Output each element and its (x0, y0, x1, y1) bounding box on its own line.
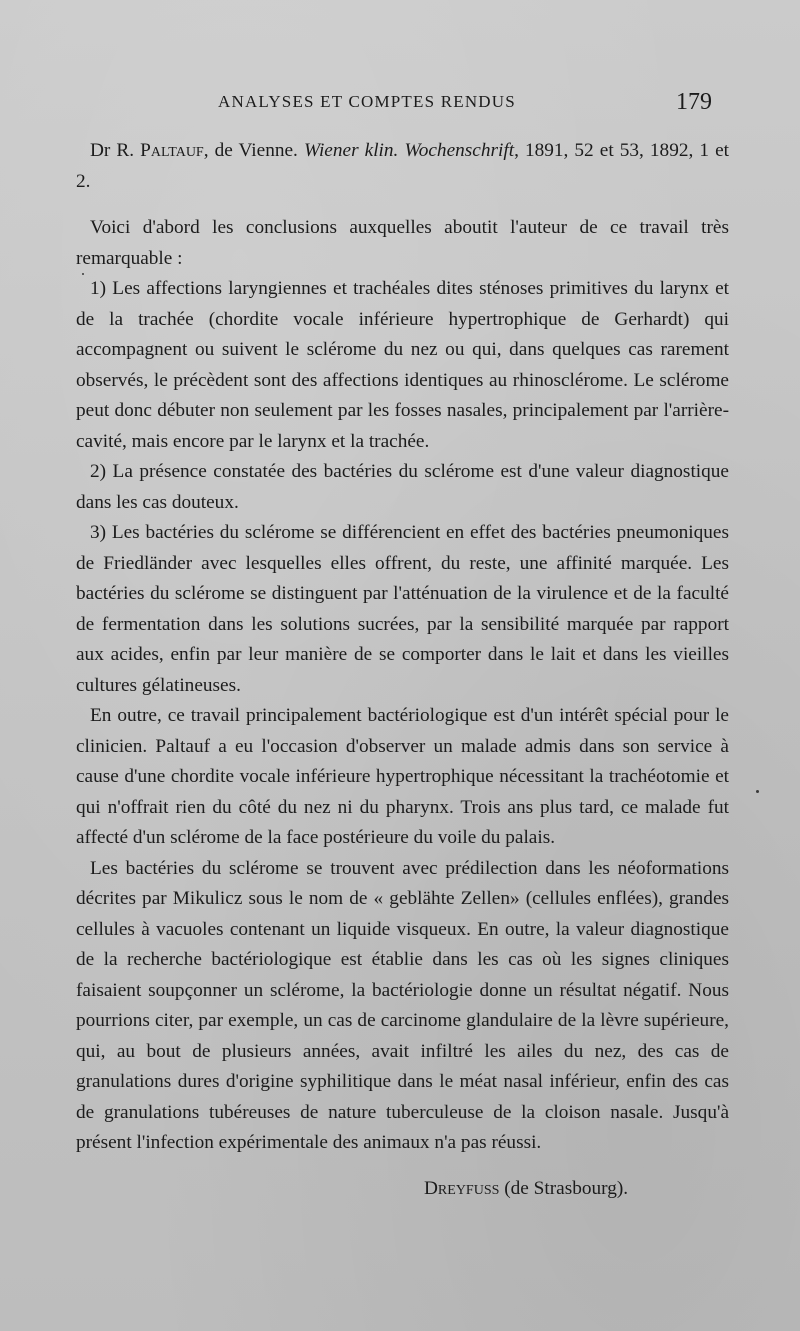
paragraph-conclusion-1: 1) Les affections laryngiennes et trachéales dites sténoses primitives du larynx et de la trachée (chordite vocale inférieure hypertrophique de Gerhardt) qui accompagnent ou suivent le sclérome du nez ou qui, dans quelques cas rarement observés, le précèdent sont des affections identiques au rhinosclérome. Le sclérome peut donc débuter non seulement par les fosses nasales, principalement par l'arrière-cavité, mais encore par le larynx et la trachée. (76, 278, 729, 452)
page-number: 179 (676, 89, 712, 115)
signature-name: Dreyfuss (424, 1178, 500, 1199)
bibliographic-reference (76, 136, 729, 197)
reference-details: , 1891, 52 et 53, 1892, 1 et 2. (76, 140, 730, 192)
paragraph-clinical-case: En outre, ce travail principalement bactériologique est d'un intérêt spécial pour le clinicien. Paltauf a eu l'occasion d'observer un malade admis dans son service à cause d'une chordite vocale inférieure hypertrophique nécessitant la trachéotomie et qui n'offrait rien du côté du nez ni du pharynx. Trois ans plus tard, ce malade fut affecté d'un sclérome de la face postérieure du voile du palais. (76, 705, 729, 848)
page-header (0, 89, 800, 122)
article-body (76, 136, 729, 1159)
reference-author: Paltauf (140, 140, 204, 161)
ink-speck (756, 790, 759, 793)
reference-prefix: Dr R. (90, 140, 141, 161)
signature-place: (de Strasbourg). (499, 1178, 629, 1199)
reference-journal: Wiener klin. Wochenschrift (303, 140, 515, 161)
reference-place: , de Vienne. (203, 140, 304, 161)
paragraph-intro: Voici d'abord les conclusions auxquelles aboutit l'auteur de ce travail très remarquable : (76, 217, 729, 269)
signature (424, 1178, 628, 1200)
paragraph-conclusion-2: 2) La présence constatée des bactéries du sclérome est d'une valeur diagnostique dans les cas douteux. (76, 461, 729, 513)
ink-speck (82, 273, 84, 275)
running-title: ANALYSES ET COMPTES RENDUS (218, 92, 516, 111)
paragraph-bacteria: Les bactéries du sclérome se trouvent avec prédilection dans les néoformations décrites par Mikulicz sous le nom de « geblähte Zellen» (cellules enflées), grandes cellules à vacuoles contenant un liquide visqueux. En outre, la valeur diagnostique de la recherche bactériologique est établie dans les cas où les signes cliniques faisaient soupçonner un sclérome, la bactériologie donne un résultat négatif. Nous pourrions citer, par exemple, un cas de carcinome glandulaire de la lèvre supérieure, qui, au bout de plusieurs années, avait infiltré les ailes du nez, des cas de granulations dures d'origine syphilitique dans le méat nasal inférieur, enfin des cas de granulations tubéreuses de nature tuberculeuse de la cloison nasale. Jusqu'à présent l'infection expérimentale des animaux n'a pas réussi. (76, 857, 729, 1153)
paragraph-conclusion-3: 3) Les bactéries du sclérome se différencient en effet des bactéries pneumoniques de Friedländer avec lesquelles elles offrent, du reste, une affinité marquée. Les bactéries du sclérome se distinguent par l'atténuation de la virulence et de la faculté de fermentation dans les solutions sucrées, par la sensibilité marquée par rapport aux acides, enfin par leur manière de se comporter dans le lait et dans les vieilles cultures gélatineuses. (76, 522, 729, 696)
